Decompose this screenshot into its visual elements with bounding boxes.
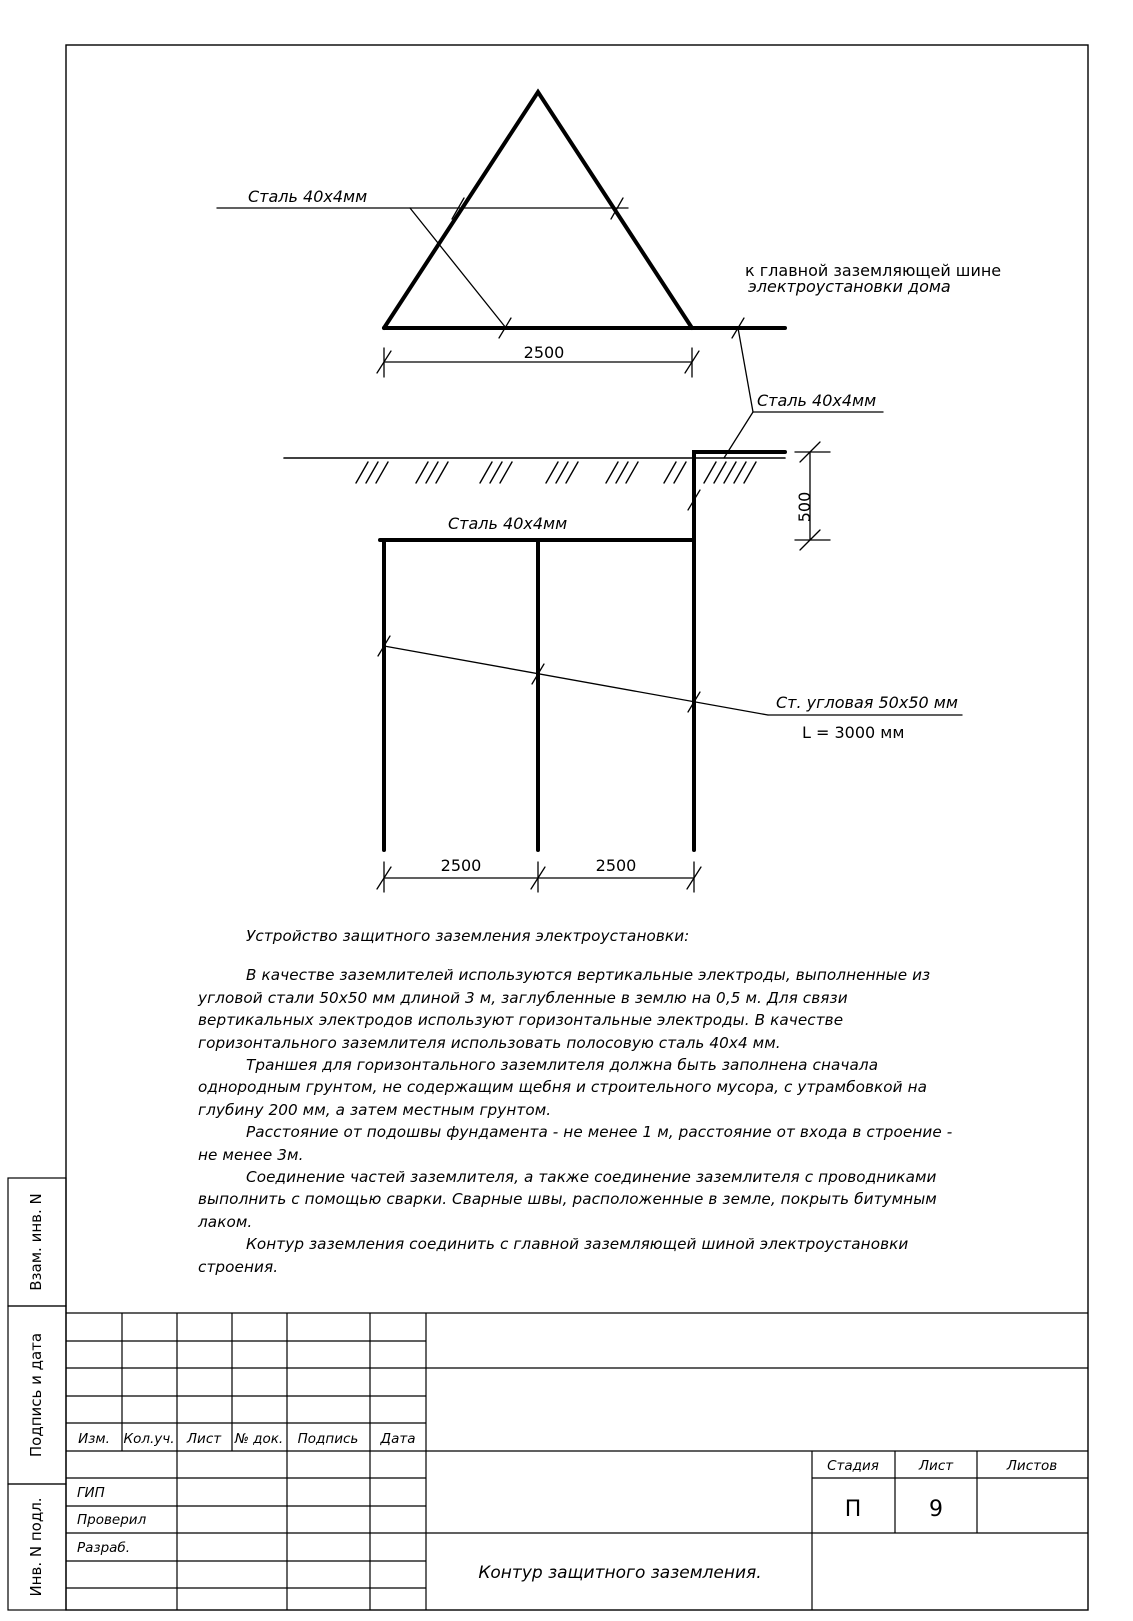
note-paragraph: Траншея для горизонтального заземлителя должна быть заполнена сначала однородным грунтом, не содержащим щебня и строительного мусора, с утрамбовкой на глубину 200 мм, а затем местным грунтом. — [198, 1056, 928, 1119]
side-stamp-vzam: Взам. инв. N — [27, 1193, 45, 1291]
col-n-dok: № док. — [234, 1431, 284, 1447]
note-paragraph: Расстояние от подошвы фундамента - не менее 1 м, расстояние от входа в строение - не менее 3м. — [198, 1123, 953, 1164]
col-data: Дата — [380, 1431, 416, 1447]
sheet-number: 9 — [929, 1497, 943, 1522]
dim-bottom-left-2500: 2500 — [440, 856, 482, 875]
note-paragraph: В качестве заземлителей используются вертикальные электроды, выполненные из угловой стали 50х50 мм длиной 3 м, заглубленные в землю на 0,5 м. Для связи вертикальных электродов используют горизонтальные электроды. В качестве горизонтального заземлителя использовать полосовую сталь 40х4 мм. — [198, 966, 931, 1052]
sheet-header: Лист — [918, 1458, 954, 1474]
col-list: Лист — [186, 1431, 222, 1447]
plan-view — [217, 92, 1001, 458]
sheets-header: Листов — [1006, 1458, 1058, 1474]
bus-note-line2: электроустановки дома — [748, 277, 951, 296]
angle-steel-label: Ст. угловая 50х50 мм — [776, 693, 958, 712]
steel-label-right: Сталь 40х4мм — [757, 391, 877, 410]
note-paragraph: Соединение частей заземлителя, а также соединение заземлителя с проводниками выполнить с помощью сварки. Сварные швы, расположенные в земле, покрыть битумным лаком. — [198, 1168, 937, 1231]
role-razrab: Разраб. — [77, 1540, 131, 1556]
triangle-electrode-loop — [384, 92, 692, 328]
stage-value: П — [844, 1497, 862, 1522]
role-gip: ГИП — [77, 1485, 105, 1501]
steel-label-bottom: Сталь 40х4мм — [448, 514, 568, 533]
side-stamp-podpis: Подпись и дата — [27, 1332, 45, 1458]
bus-note-line1: к главной заземляющей шине — [745, 261, 1002, 280]
drawing-title: Контур защитного заземления. — [478, 1563, 762, 1583]
col-kol-uch: Кол.уч. — [123, 1431, 175, 1447]
connection-strip — [694, 452, 785, 540]
dim-bottom-right-2500: 2500 — [595, 856, 637, 875]
steel-label-top: Сталь 40х4мм — [248, 187, 368, 206]
role-proveril: Проверил — [77, 1512, 147, 1528]
section-view — [284, 442, 962, 892]
side-stamp-inv: Инв. N подл. — [27, 1497, 45, 1597]
dim-top-2500: 2500 — [523, 343, 565, 362]
notes-block — [198, 925, 958, 1278]
dim-depth-500: 500 — [795, 491, 814, 523]
notes-heading: Устройство защитного заземления электроустановки: — [246, 927, 690, 945]
note-paragraph: Контур заземления соединить с главной заземляющей шиной электроустановки строения. — [198, 1235, 909, 1276]
col-izm: Изм. — [78, 1431, 110, 1447]
stage-header: Стадия — [827, 1458, 879, 1474]
length-label: L = 3000 мм — [802, 723, 905, 742]
col-podpis: Подпись — [297, 1431, 359, 1447]
